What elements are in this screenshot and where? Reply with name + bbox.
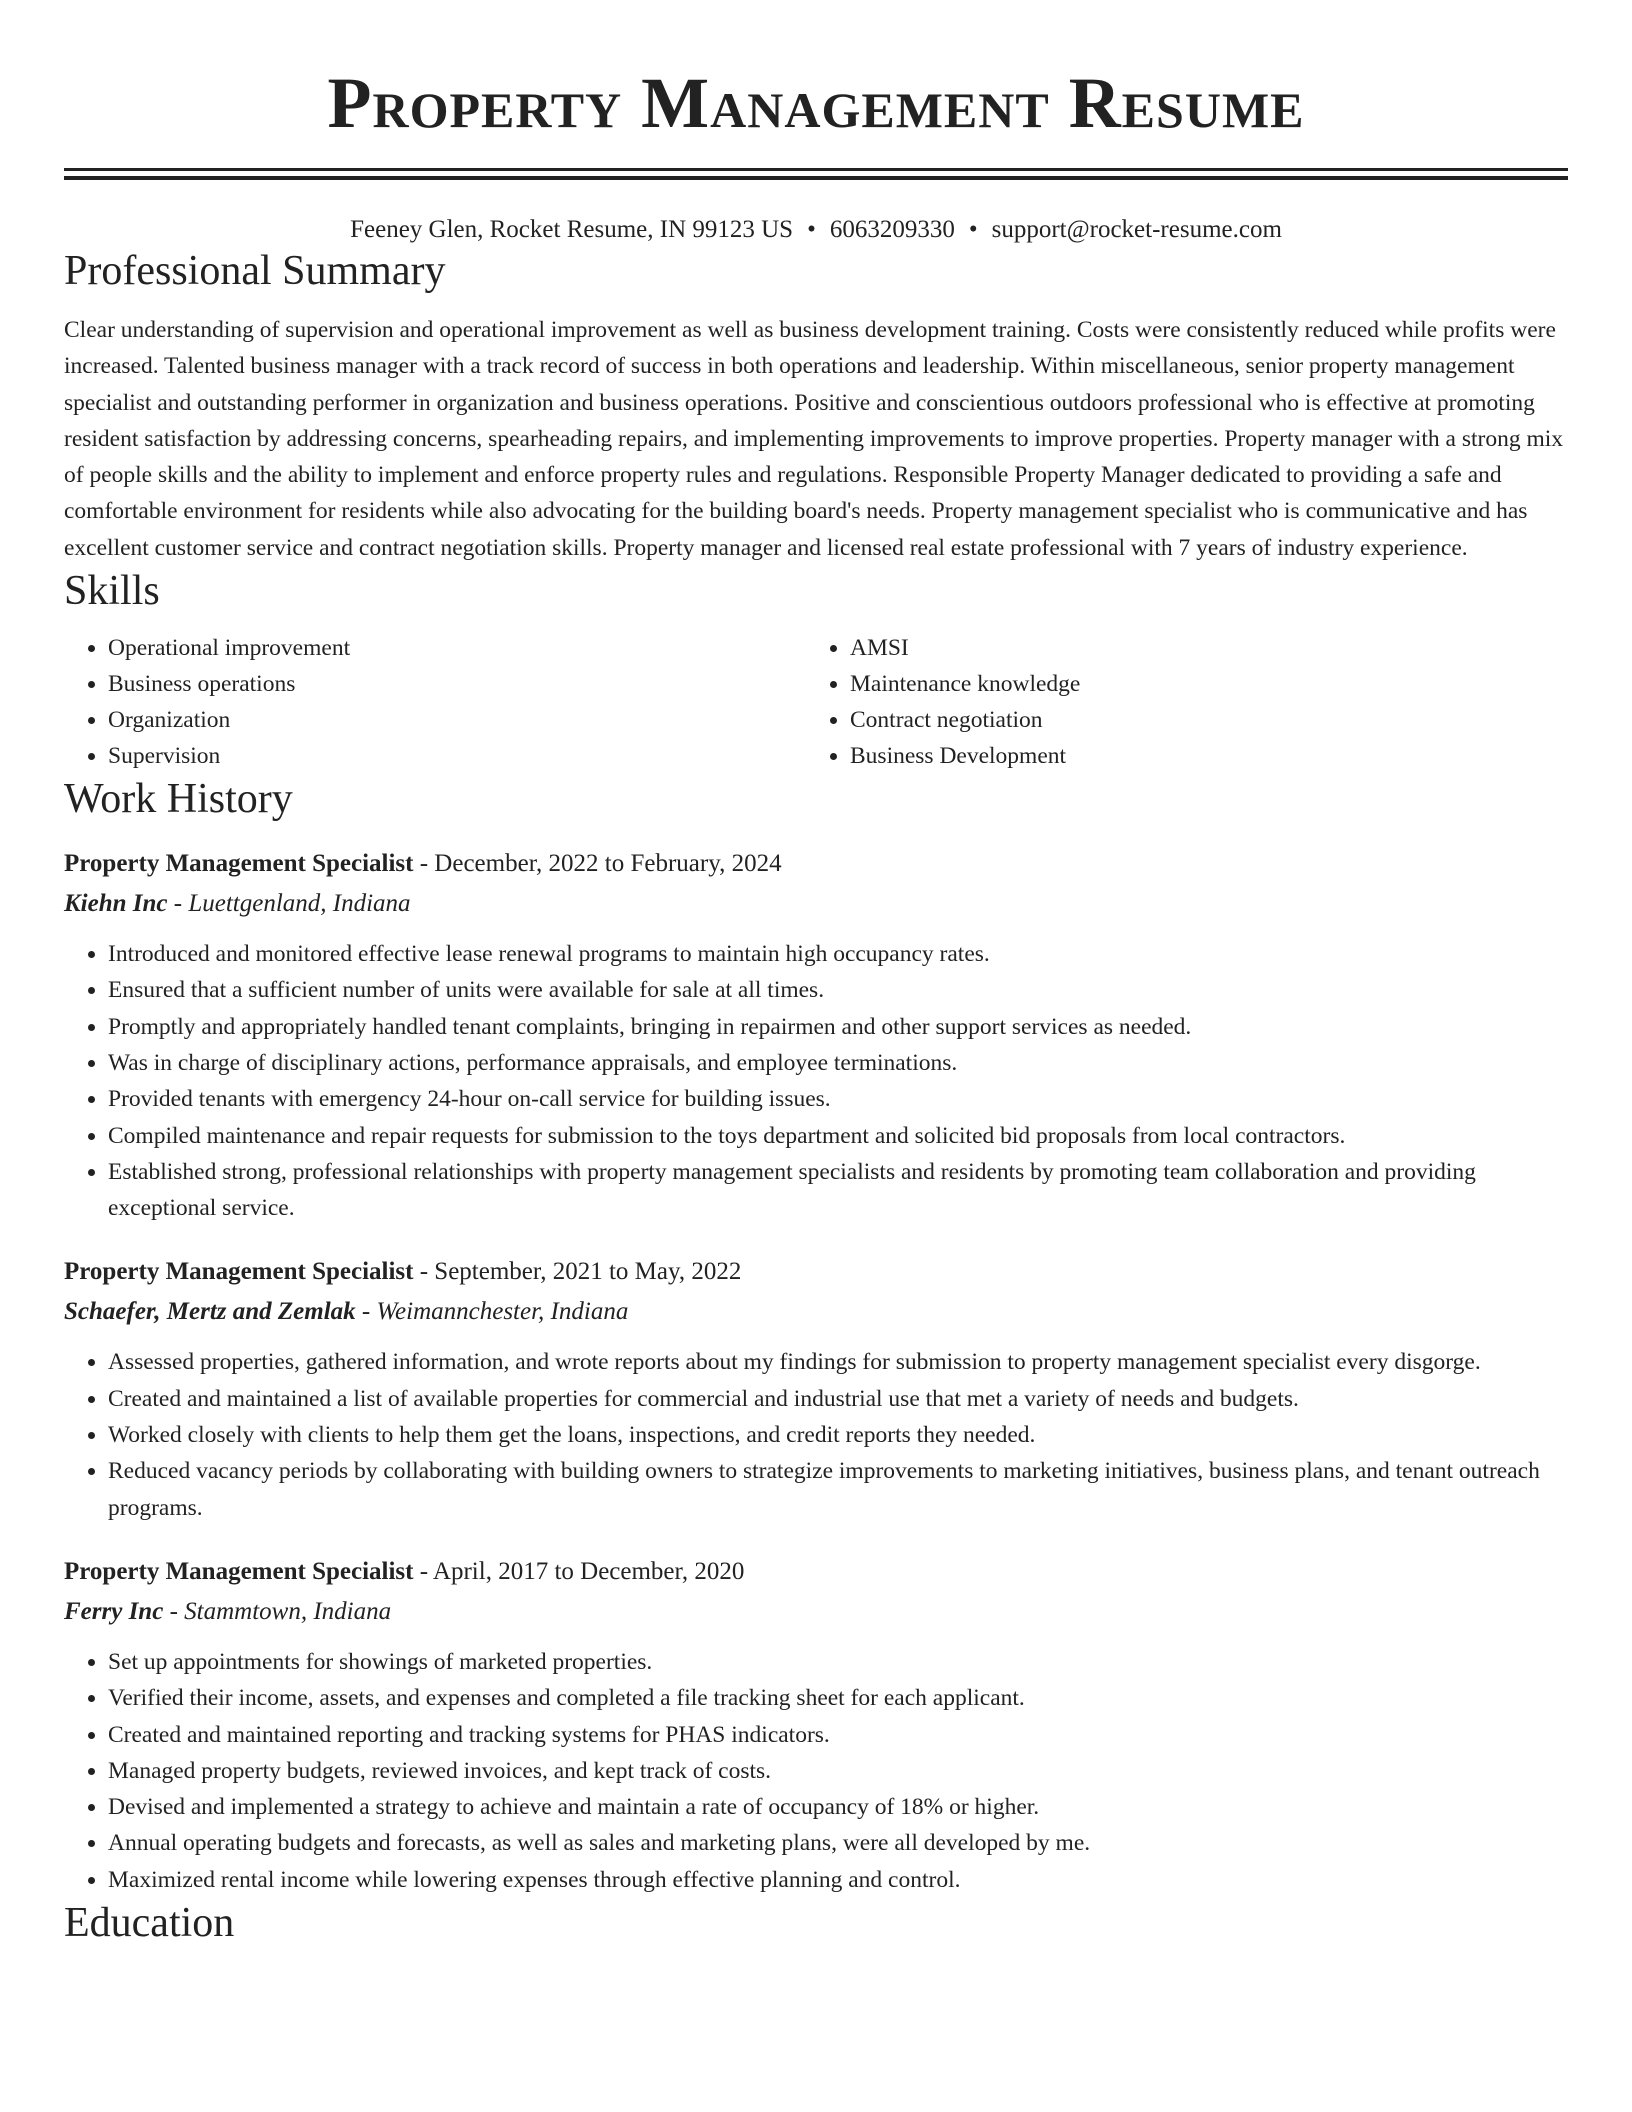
job-title: Property Management Specialist: [64, 1557, 414, 1585]
job-duty: • Worked closely with clients to help them get the loans, inspections, and credit reports they needed.: [108, 1417, 1568, 1453]
job-duty: • Managed property budgets, reviewed invoices, and kept track of costs.: [108, 1753, 1568, 1789]
skills-column-left: [64, 630, 806, 774]
skill-item: • Contract negotiation: [850, 702, 1548, 738]
resume-title: Property Management Resume: [327, 63, 1305, 143]
job-duty: • Set up appointments for showings of marketed properties.: [108, 1644, 1568, 1680]
job-duties: [64, 936, 1568, 1226]
job-duty: • Was in charge of disciplinary actions, performance appraisals, and employee terminations.: [108, 1045, 1568, 1081]
summary-heading: Professional Summary: [64, 248, 446, 294]
skill-item: • AMSI: [850, 630, 1548, 666]
job-company: Kiehn Inc: [64, 890, 168, 918]
summary-text: Clear understanding of supervision and operational improvement as well as business development training. Costs were consistently reduced while profits were increased. Talented business manager with a track record of success in both operations and leadership. Within miscellaneous, senior property management specialist and outstanding performer in organization and business operations. Positive and conscientious outdoors professional who is effective at promoting resident satisfaction by addressing concerns, spearheading repairs, and implementing improvements to improve properties. Property manager with a strong mix of people skills and the ability to implement and enforce property rules and regulations. Responsible Property Manager dedicated to providing a safe and comfortable environment for residents while also advocating for the building board's needs. Property management specialist who is communicative and has excellent customer service and contract negotiation skills. Property manager and licensed real estate professional with 7 years of industry experience.: [64, 317, 1564, 561]
job-duty: • Introduced and monitored effective lease renewal programs to maintain high occupancy rates.: [108, 936, 1568, 972]
job-company-line: [64, 1294, 1568, 1330]
job-title-line: [64, 1254, 1568, 1290]
skills-heading: Skills: [64, 568, 160, 615]
job-location: - Stammtown, Indiana: [163, 1597, 392, 1625]
job-entry: [64, 1554, 1568, 1898]
job-duty: • Verified their income, assets, and expenses and completed a file tracking sheet for each applicant.: [108, 1680, 1568, 1716]
skill-item: • Operational improvement: [108, 630, 806, 666]
job-duty: • Assessed properties, gathered information, and wrote reports about my findings for submission to property management specialist every disgorge.: [108, 1344, 1568, 1380]
job-entry: [64, 1254, 1568, 1525]
job-company-line: [64, 1594, 1568, 1630]
job-dates: - September, 2021 to May, 2022: [413, 1258, 742, 1286]
job-company: Schaefer, Mertz and Zemlak: [64, 1298, 356, 1326]
skill-item: • Organization: [108, 702, 806, 738]
contact-line: [64, 214, 1568, 246]
title-divider: [64, 168, 1568, 180]
job-title: Property Management Specialist: [64, 850, 414, 878]
job-duty: • Provided tenants with emergency 24-hour on-call service for building issues.: [108, 1081, 1568, 1117]
contact-email: support@rocket-resume.com: [991, 216, 1282, 243]
skill-item: • Business Development: [850, 738, 1548, 774]
job-company: Ferry Inc: [64, 1597, 164, 1625]
job-duty: • Annual operating budgets and forecasts, as well as sales and marketing plans, were all developed by me.: [108, 1825, 1568, 1861]
job-title: Property Management Specialist: [64, 1258, 414, 1286]
skill-item: • Business operations: [108, 666, 806, 702]
job-duties: [64, 1344, 1568, 1525]
job-duty: • Devised and implemented a strategy to achieve and maintain a rate of occupancy of 18% or higher.: [108, 1789, 1568, 1825]
job-location: - Luettgenland, Indiana: [167, 890, 411, 918]
contact-address: Feeney Glen, Rocket Resume, IN 99123 US: [350, 216, 794, 243]
job-duty: • Promptly and appropriately handled tenant complaints, bringing in repairmen and other support services as needed.: [108, 1009, 1568, 1045]
job-company-line: [64, 886, 1568, 922]
skill-item: • Supervision: [108, 738, 806, 774]
job-duty: • Ensured that a sufficient number of units were available for sale at all times.: [108, 972, 1568, 1008]
education-heading: Education: [64, 1900, 235, 1947]
job-title-line: [64, 846, 1568, 882]
contact-separator: •: [968, 216, 978, 243]
skill-item: • Maintenance knowledge: [850, 666, 1548, 702]
job-location: - Weimannchester, Indiana: [355, 1298, 629, 1326]
contact-separator: •: [807, 216, 816, 243]
job-duty: • Created and maintained a list of available properties for commercial and industrial use that met a variety of needs and budgets.: [108, 1381, 1568, 1417]
job-duty: • Maximized rental income while lowering expenses through effective planning and control.: [108, 1862, 1568, 1898]
contact-phone: 6063209330: [829, 216, 955, 243]
skills-column-right: [806, 630, 1548, 774]
job-duty: • Compiled maintenance and repair requests for submission to the toys department and solicited bid proposals from local contractors.: [108, 1118, 1568, 1154]
job-title-line: [64, 1554, 1568, 1590]
work-history-heading: Work History: [64, 776, 293, 823]
job-dates: - April, 2017 to December, 2020: [413, 1557, 745, 1585]
job-duty: • Reduced vacancy periods by collaborating with building owners to strategize improvements to marketing initiatives, business plans, and tenant outreach programs.: [108, 1453, 1568, 1526]
job-dates: - December, 2022 to February, 2024: [413, 850, 782, 878]
job-duties: [64, 1644, 1568, 1898]
skills-list: [64, 630, 1568, 774]
job-duty: • Created and maintained reporting and tracking systems for PHAS indicators.: [108, 1717, 1568, 1753]
job-entry: [64, 846, 1568, 1226]
job-duty: • Established strong, professional relationships with property management specialists and residents by promoting team collaboration and providing exceptional service.: [108, 1154, 1568, 1227]
resume-page: [64, 0, 1568, 1948]
